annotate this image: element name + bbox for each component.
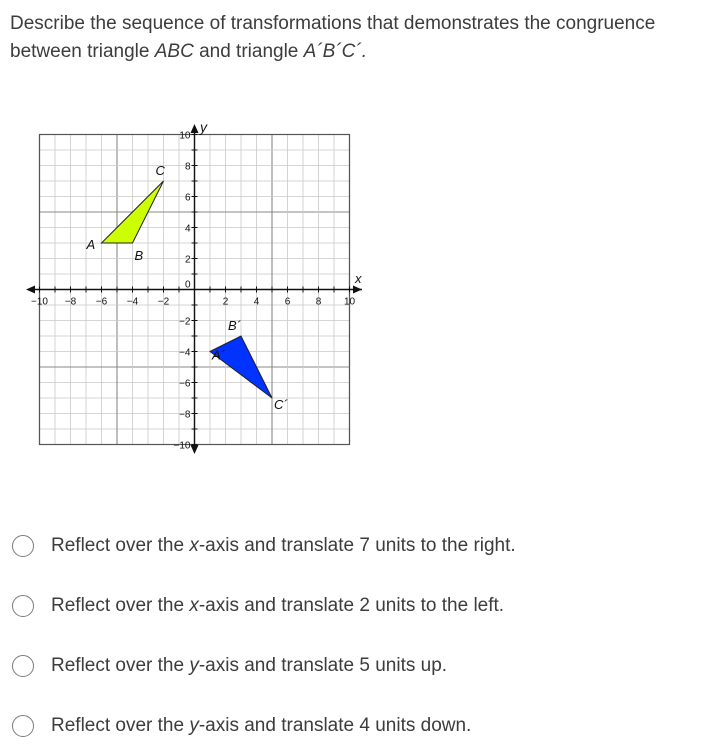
x-tick-label: −4 xyxy=(126,296,139,308)
answer-option-axis: x xyxy=(189,595,199,616)
y-tick-label: −10 xyxy=(173,440,191,452)
y-tick-label: −4 xyxy=(179,347,191,359)
y-tick-label: 0 xyxy=(184,279,191,291)
answer-option-text-end: -axis and translate 7 units to the right. xyxy=(198,535,516,556)
y-axis-arrow-up xyxy=(191,124,199,133)
answer-option-text-start: Reflect over the xyxy=(51,655,190,676)
vertex-label-a-prime: A´ xyxy=(212,347,225,363)
answer-option-axis: y xyxy=(189,715,199,736)
question-line-2-prefix: between triangle xyxy=(10,41,155,62)
answer-option-text-start: Reflect over the xyxy=(51,535,190,556)
answer-option-3[interactable] xyxy=(12,652,447,680)
answer-option-label xyxy=(51,595,504,617)
x-tick-label: −10 xyxy=(31,296,48,308)
answer-option-text-end: -axis and translate 4 units down. xyxy=(198,715,472,736)
answer-option-2[interactable] xyxy=(12,592,504,620)
answer-option-4[interactable] xyxy=(12,712,471,740)
answer-option-text-end: -axis and translate 5 units up. xyxy=(198,655,448,676)
vertex-label-b-prime: B´ xyxy=(228,318,241,333)
y-tick-label: −2 xyxy=(179,316,191,328)
x-axis-arrow-left xyxy=(26,286,35,294)
x-tick-label: −8 xyxy=(64,296,77,308)
answer-option-text-end: -axis and translate 2 units to the left. xyxy=(198,595,505,616)
x-tick-label: 2 xyxy=(222,296,229,308)
question-prompt xyxy=(10,10,700,66)
y-tick-label: 8 xyxy=(184,161,191,173)
vertex-label-c-prime: C´ xyxy=(274,397,288,412)
x-tick-label: −6 xyxy=(95,296,108,308)
x-axis-label: x xyxy=(355,271,362,286)
x-tick-label: 10 xyxy=(343,296,356,308)
axes xyxy=(26,124,362,454)
answer-option-axis: x xyxy=(189,535,199,556)
question-line-1: Describe the sequence of transformations that demonstrates the congruence xyxy=(10,13,656,34)
x-tick-label: 8 xyxy=(315,296,322,308)
triangle-prime-name: A´B´C´. xyxy=(303,41,367,62)
answer-option-label xyxy=(51,655,447,677)
y-tick-label: 2 xyxy=(184,254,191,266)
radio-button[interactable] xyxy=(12,535,34,557)
x-tick-label: 4 xyxy=(253,296,260,308)
answer-option-text-start: Reflect over the xyxy=(51,595,190,616)
y-axis-arrow-down xyxy=(191,445,199,454)
coordinate-graph xyxy=(22,116,372,461)
x-tick-label: −2 xyxy=(157,296,170,308)
answer-option-axis: y xyxy=(189,655,199,676)
answer-option-1[interactable] xyxy=(12,532,516,560)
radio-button[interactable] xyxy=(12,715,34,737)
vertex-label-a: A xyxy=(86,237,96,252)
x-tick-label: 6 xyxy=(284,296,291,308)
answer-option-text-start: Reflect over the xyxy=(51,715,190,736)
x-axis-arrow-right xyxy=(353,286,362,294)
answer-option-label xyxy=(51,715,471,737)
tick-labels xyxy=(31,131,355,452)
y-tick-label: 6 xyxy=(184,192,191,204)
vertex-label-b: B xyxy=(134,248,144,263)
y-tick-label: 10 xyxy=(179,130,191,142)
answer-option-label xyxy=(51,535,516,557)
question-line-2-mid: and triangle xyxy=(193,41,304,62)
radio-button[interactable] xyxy=(12,655,34,677)
y-tick-label: −8 xyxy=(179,409,191,421)
question-line-2 xyxy=(10,38,700,66)
radio-button[interactable] xyxy=(12,595,34,617)
y-tick-label: 4 xyxy=(184,223,191,235)
vertex-label-c: C xyxy=(155,163,165,178)
y-axis-label: y xyxy=(200,119,207,135)
triangle-abc-name: ABC xyxy=(154,41,194,62)
y-tick-label: −6 xyxy=(179,378,191,390)
